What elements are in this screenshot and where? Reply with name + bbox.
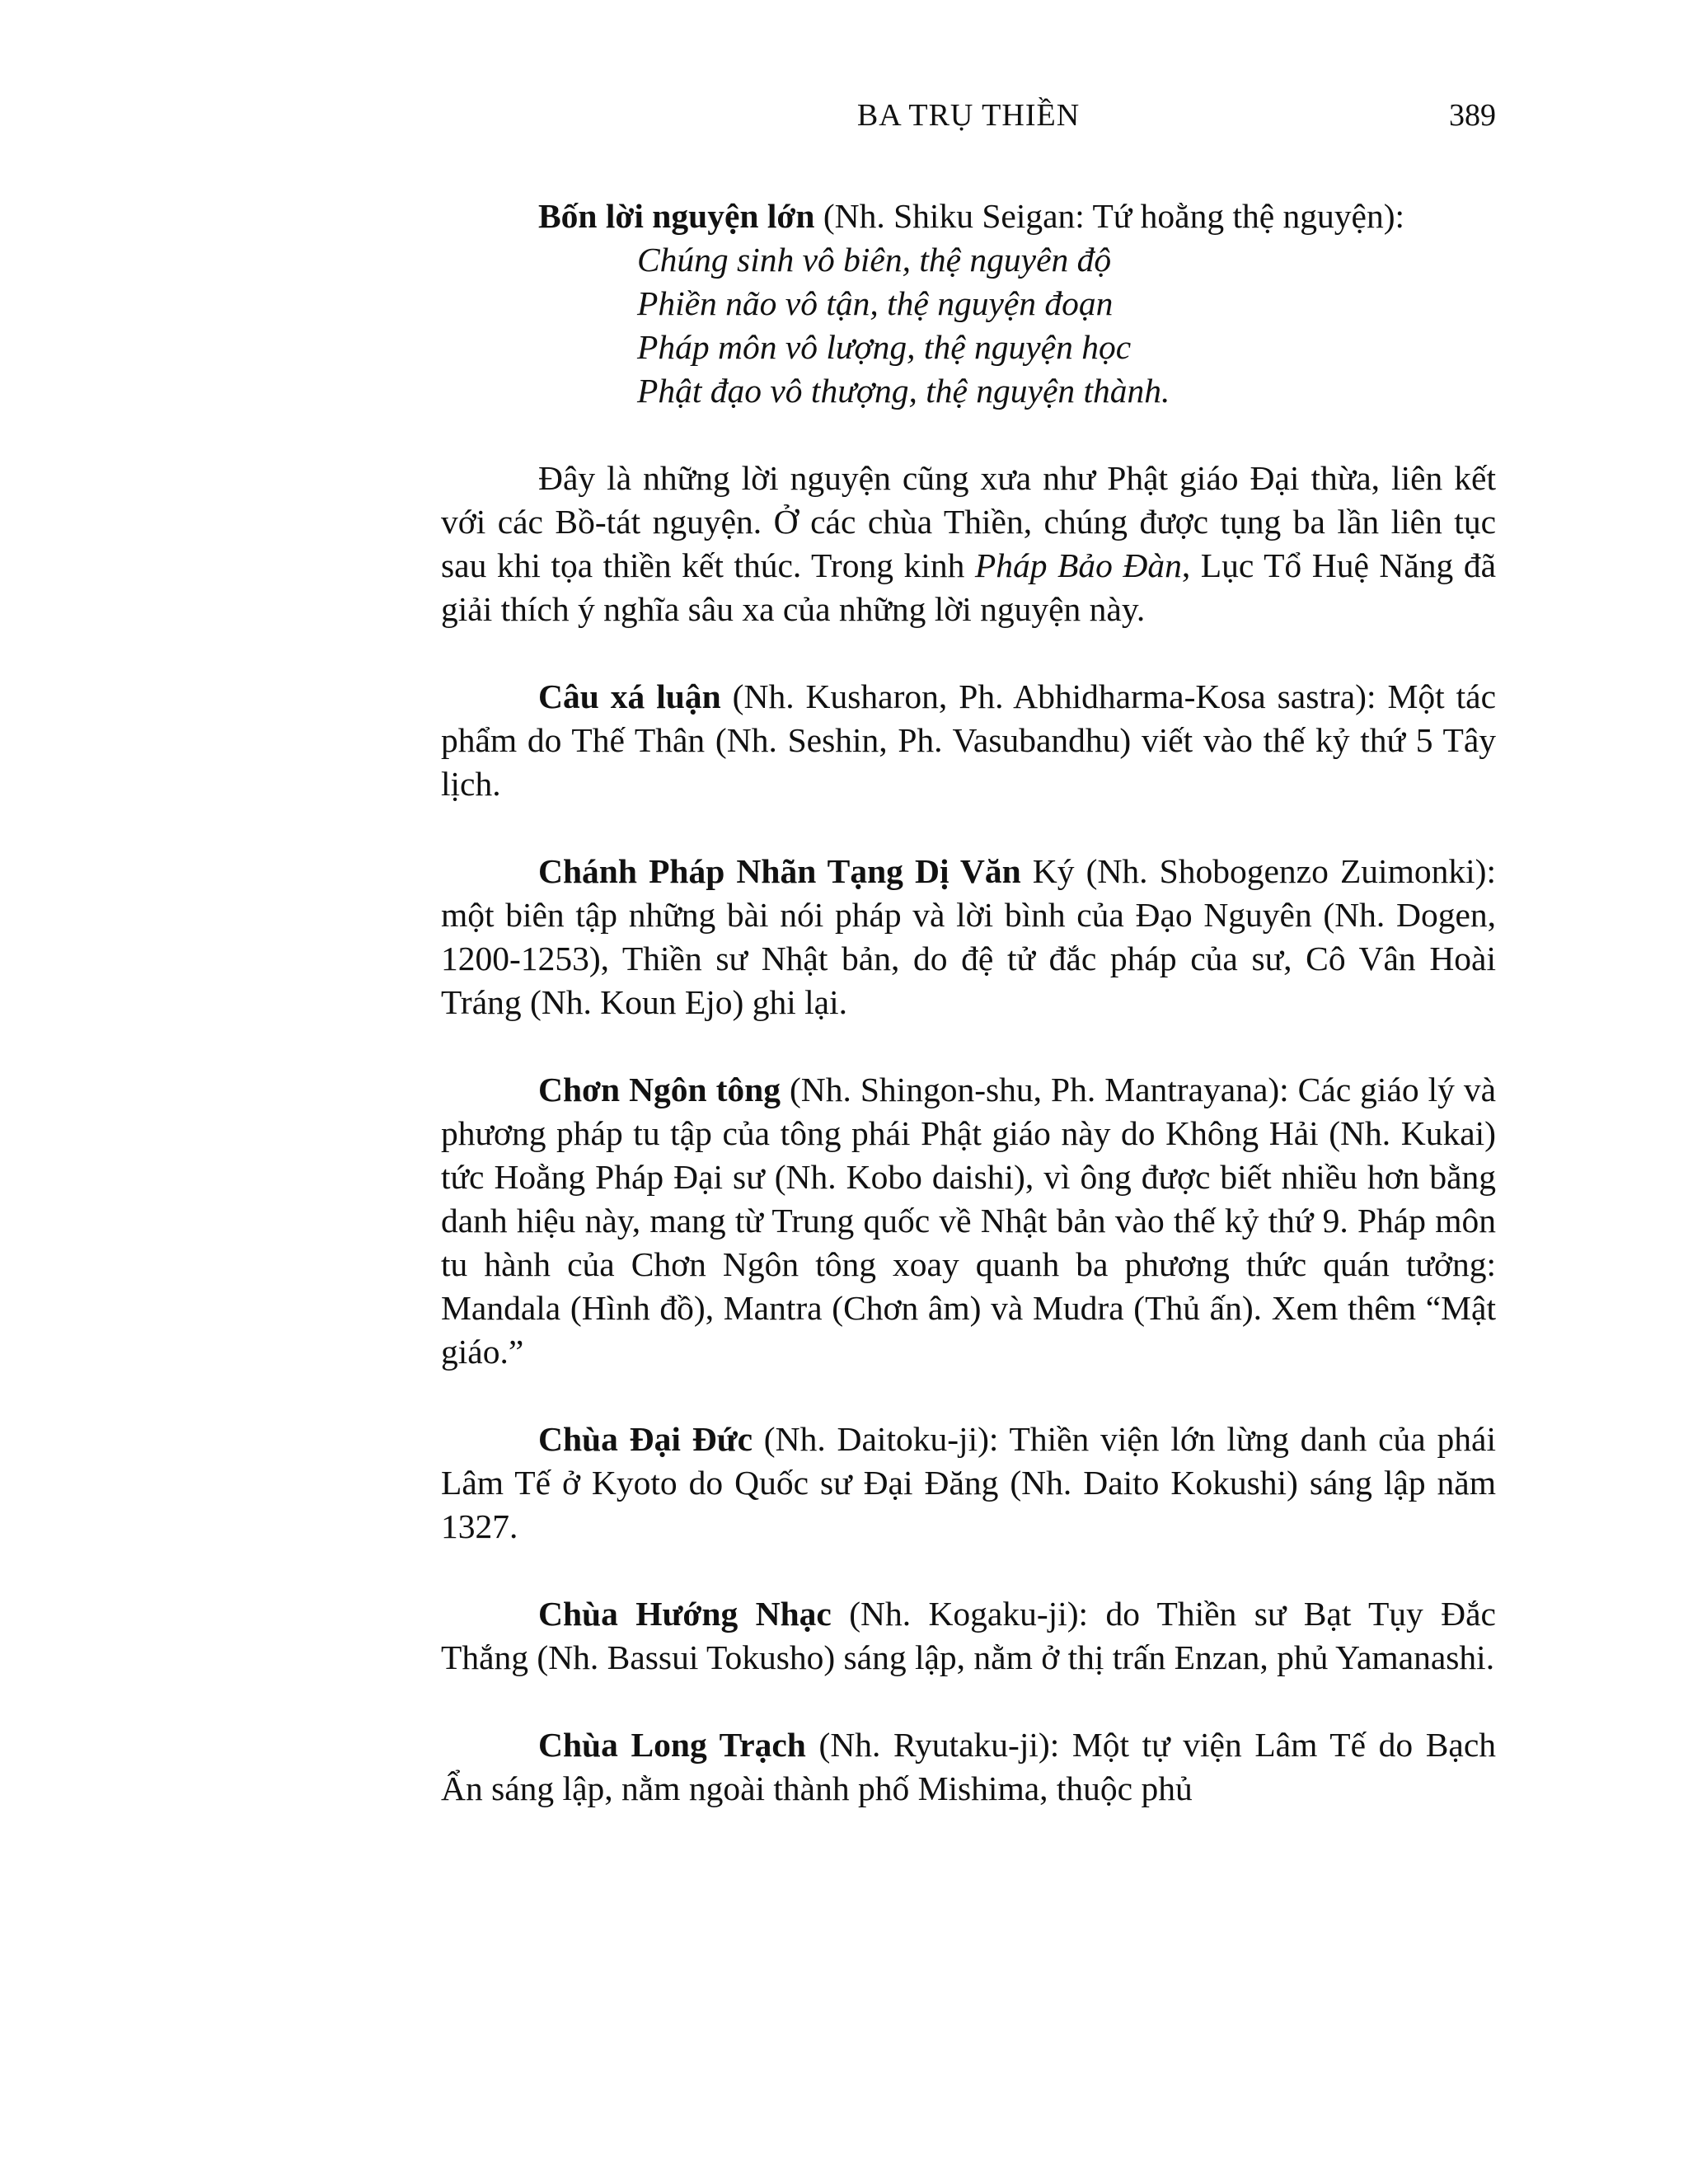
entry-term: Chùa Đại Đức [538, 1420, 753, 1458]
scripture-title: Pháp Bảo Đàn [974, 546, 1182, 584]
entry-chua-dai-duc [441, 1418, 1496, 1549]
entry-chua-huong-nhac [441, 1592, 1496, 1680]
page-number: 389 [1449, 98, 1496, 133]
entry-definition: (Nh. Kusharon, Ph. Abhidharma-Kosa sastra): Một tác phẩm do Thế Thân (Nh. Seshin, Ph. Vasubandhu) viết vào thế kỷ thứ 5 Tây lịch. [441, 677, 1496, 803]
entry-definition: Ký (Nh. Shobogenzo Zuimonki): một biên tập những bài nói pháp và lời bình của Đạo Nguyên (Nh. Dogen, 1200-1253), Thiền sư Nhật bản, do đệ tử đắc pháp của sư, Cô Vân Hoài Tráng (Nh. Koun Ejo) ghi lại. [441, 852, 1496, 1021]
body-text [441, 194, 1496, 1854]
entry-definition: (Nh. Shiku Seigan: Tứ hoằng thệ nguyện): [814, 197, 1405, 235]
entry-definition: (Nh. Shingon-shu, Ph. Mantrayana): Các giáo lý và phương pháp tu tập của tông phái Phật giáo này do Không Hải (Nh. Kukai) tức Hoằng Pháp Đại sư (Nh. Kobo daishi), vì ông được biết nhiều hơn bằng danh hiệu này, mang từ Trung quốc về Nhật bản vào thế kỷ thứ 9. Pháp môn tu hành của Chơn Ngôn tông xoay quanh ba phương thức quán tưởng: Mandala (Hình đồ), Mantra (Chơn âm) và Mudra (Thủ ấn). Xem thêm “Mật giáo.” [441, 1071, 1496, 1371]
entry-chua-long-trach [441, 1723, 1496, 1811]
entry-term: Câu xá luận [538, 677, 721, 715]
vows-commentary-paragraph [441, 457, 1496, 631]
vow-line: Chúng sinh vô biên, thệ nguyên độ [637, 241, 1112, 279]
commentary-text: Đây là những lời nguyện cũng xưa như Phật giáo Đại thừa, liên kết với các Bồ-tát nguyện. Ở các chùa Thiền, chúng được tụng ba lần liên tục sau khi tọa thiền kết thúc. Trong kinh [441, 459, 1496, 584]
entry-term: Chơn Ngôn tông [538, 1071, 781, 1108]
vow-line: Phiền não vô tận, thệ nguyện đoạn [637, 284, 1114, 322]
entry-term: Chùa Long Trạch [538, 1726, 806, 1764]
vow-line: Phật đạo vô thượng, thệ nguyện thành. [637, 372, 1170, 410]
running-title: BA TRỤ THIỀN [856, 98, 1081, 133]
entry-chon-ngon-tong [441, 1068, 1496, 1374]
entry-definition: (Nh. Kogaku-ji): do Thiền sư Bạt Tụy Đắc Thắng (Nh. Bassui Tokusho) sáng lập, nằm ở thị trấn Enzan, phủ Yamanashi. [441, 1595, 1496, 1676]
entry-chanh-phap-nhan-tang [441, 850, 1496, 1024]
entry-definition: (Nh. Ryutaku-ji): Một tự viện Lâm Tế do Bạch Ẩn sáng lập, nằm ngoài thành phố Mishima, thuộc phủ [441, 1726, 1496, 1807]
running-header [441, 92, 1496, 138]
entry-term: Chánh Pháp Nhãn Tạng Dị Văn [538, 852, 1021, 890]
four-vows-verse [441, 238, 1496, 413]
entry-term: Bốn lời nguyện lớn [538, 197, 815, 235]
entry-bon-loi-nguyen-lon [441, 194, 1496, 238]
vow-line: Pháp môn vô lượng, thệ nguyện học [637, 328, 1132, 366]
entry-cau-xa-luan [441, 675, 1496, 806]
commentary-text: , Lục Tổ Huệ Năng đã giải thích ý nghĩa sâu xa của những lời nguyện này. [441, 546, 1496, 628]
entry-definition: (Nh. Daitoku-ji): Thiền viện lớn lừng danh của phái Lâm Tế ở Kyoto do Quốc sư Đại Đăng (Nh. Daito Kokushi) sáng lập năm 1327. [441, 1420, 1496, 1545]
entry-term: Chùa Hướng Nhạc [538, 1595, 832, 1633]
